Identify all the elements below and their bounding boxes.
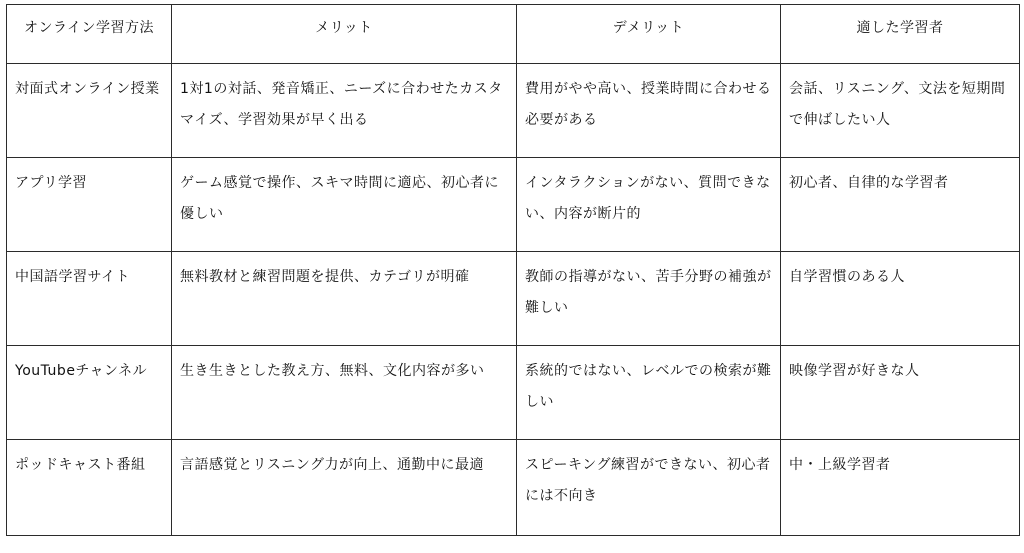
cell-demerit: インタラクションがない、質問できない、内容が断片的: [517, 158, 781, 252]
table-row: [7, 252, 1020, 346]
cell-learner: 会話、リスニング、文法を短期間で伸ばしたい人: [781, 64, 1020, 158]
comparison-table: [6, 4, 1020, 536]
cell-demerit: 教師の指導がない、苦手分野の補強が難しい: [517, 252, 781, 346]
cell-learner: 初心者、自律的な学習者: [781, 158, 1020, 252]
header-learner: 適した学習者: [781, 5, 1020, 64]
cell-method: 対面式オンライン授業: [7, 64, 172, 158]
cell-merit: 生き生きとした教え方、無料、文化内容が多い: [172, 346, 517, 440]
cell-merit: 無料教材と練習問題を提供、カテゴリが明確: [172, 252, 517, 346]
cell-learner: 自学習慣のある人: [781, 252, 1020, 346]
header-merit: メリット: [172, 5, 517, 64]
cell-demerit: スピーキング練習ができない、初心者には不向き: [517, 440, 781, 536]
table-row: [7, 346, 1020, 440]
table-row: [7, 64, 1020, 158]
cell-merit: 1対1の対話、発音矯正、ニーズに合わせたカスタマイズ、学習効果が早く出る: [172, 64, 517, 158]
cell-merit: ゲーム感覚で操作、スキマ時間に適応、初心者に優しい: [172, 158, 517, 252]
cell-merit: 言語感覚とリスニング力が向上、通勤中に最適: [172, 440, 517, 536]
cell-method: アプリ学習: [7, 158, 172, 252]
cell-demerit: 系統的ではない、レベルでの検索が難しい: [517, 346, 781, 440]
cell-method: ポッドキャスト番組: [7, 440, 172, 536]
table-row: [7, 440, 1020, 536]
cell-learner: 中・上級学習者: [781, 440, 1020, 536]
cell-method: YouTubeチャンネル: [7, 346, 172, 440]
header-row: [7, 5, 1020, 64]
header-method: オンライン学習方法: [7, 5, 172, 64]
cell-method: 中国語学習サイト: [7, 252, 172, 346]
cell-learner: 映像学習が好きな人: [781, 346, 1020, 440]
table-row: [7, 158, 1020, 252]
cell-demerit: 費用がやや高い、授業時間に合わせる必要がある: [517, 64, 781, 158]
header-demerit: デメリット: [517, 5, 781, 64]
